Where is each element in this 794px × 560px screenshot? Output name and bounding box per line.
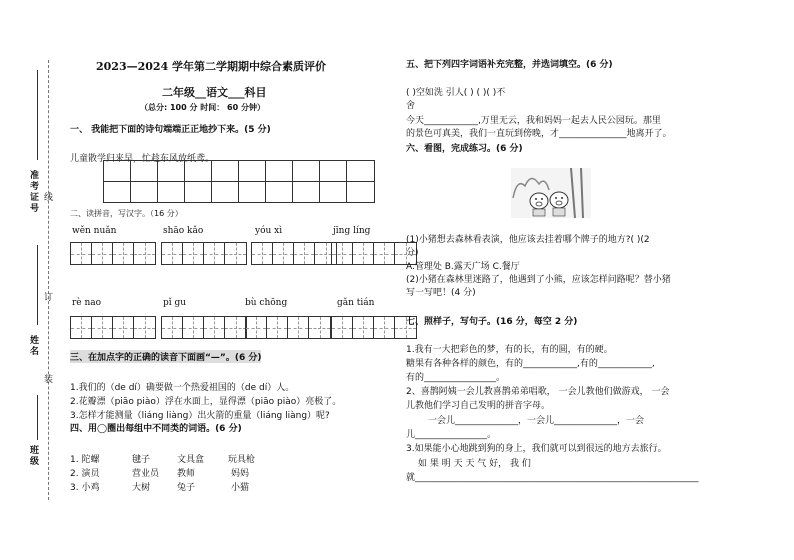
pig-forest-illustration xyxy=(511,168,591,218)
subject-line: 二年级__语文___科目 xyxy=(162,86,267,99)
bind-char: 装 xyxy=(44,375,54,385)
q5-title: 五、把下列四字词语补充完整，并选词填空。(6 分) xyxy=(406,60,613,70)
q7-title: 七、照样子，写句子。(16 分，每空 2 分) xyxy=(406,317,578,327)
q3-line-1: 1.我们的（de dí）确要做一个热爱祖国的（de dí）人。 xyxy=(70,383,295,393)
order-char: 订 xyxy=(44,293,54,303)
q4-r2c1: 2. 演员 xyxy=(70,469,100,479)
tian-grid-1[interactable] xyxy=(70,242,156,265)
q4-r1c4: 玩具枪 xyxy=(228,455,256,465)
pinyin-1: wěn nuǎn xyxy=(72,226,117,236)
copy-grid-row2 xyxy=(103,181,375,203)
q4-r3c4: 小猫 xyxy=(231,483,250,493)
pinyin-5: rè nao xyxy=(72,298,102,308)
tian-grid-8[interactable] xyxy=(331,316,417,339)
q4-r3c2: 大树 xyxy=(132,483,151,493)
q7-line-8: 3.如果能小心地跳到狗的身上，我们就可以到很远的地方去旅行。 xyxy=(406,444,667,454)
pinyin-2: shāo kǎo xyxy=(163,226,204,236)
q4-r1c2: 毽子 xyxy=(132,455,151,465)
tian-grid-7[interactable] xyxy=(245,316,331,339)
q1-poem: 儿童散学归来早，忙趁东风放纸鸢。 xyxy=(70,154,215,164)
q1-title: 一、 我能把下面的诗句端端正正地抄下来。(5 分) xyxy=(70,125,271,135)
tian-grid-6[interactable] xyxy=(161,316,247,339)
q7-line-9: 如 果 明 天 天 气 好， 我 们 xyxy=(418,459,531,469)
copy-grid-row1 xyxy=(103,160,375,182)
q5-sentence-2: 的景色可真美，我们一直玩到傍晚，才_______________地离开了。 xyxy=(406,129,672,139)
q4-r3c1: 3. 小鸡 xyxy=(70,483,100,493)
q4-r3c3: 兔子 xyxy=(177,483,196,493)
q4-r1c1: 1. 陀螺 xyxy=(70,455,100,465)
q3-title: 三、在加点字的正确的读音下面画“—”。(6 分) xyxy=(70,350,261,363)
q7-line-2: 糖果有各种各样的颜色，有的____________,有的____________, xyxy=(406,359,655,369)
name-label: 姓名 xyxy=(28,335,38,357)
tian-grid-4[interactable] xyxy=(331,242,417,265)
pinyin-4: jīng líng xyxy=(333,226,371,236)
q7-line-7: 儿________________。 xyxy=(406,430,497,440)
q6-question-2: (2)小猪在森林里迷路了，他遇到了小熊，应该怎样问路呢？替小猪 xyxy=(406,275,671,285)
q7-line-6: 一会儿______________，一会儿______________，一会 xyxy=(428,416,645,426)
q5-fill-line2: 舍 xyxy=(406,101,416,111)
q7-line-1: 1.我有一大把彩色的梦，有的长，有的圆，有的硬。 xyxy=(406,345,613,355)
class-underline xyxy=(37,395,38,440)
q7-line-5: 儿教他们学习自己发明的拼音字母。 xyxy=(406,401,551,411)
class-label: 班级 xyxy=(28,445,38,467)
line-char: 线 xyxy=(44,193,54,203)
q6-question-2b: 写一写吧！(4 分) xyxy=(406,288,476,298)
tian-grid-2[interactable] xyxy=(161,242,247,265)
q2-title: 二、读拼音，写汉字。（16 分） xyxy=(70,209,183,218)
tian-grid-5[interactable] xyxy=(70,316,156,339)
q6-title: 六、看图，完成练习。(6 分) xyxy=(406,144,523,154)
binding-dashed-line xyxy=(48,60,49,500)
q6-options: A.管理处 B.露天广场 C.餐厅 xyxy=(406,262,520,272)
q4-r2c4: 妈妈 xyxy=(231,469,250,479)
q4-r2c2: 营业员 xyxy=(132,469,160,479)
pinyin-6: pǐ gu xyxy=(163,298,187,308)
exam-number-label: 准考证号 xyxy=(28,170,38,214)
q4-r1c3: 文具盒 xyxy=(177,455,205,465)
q5-sentence-1: 今天____________,万里无云，我和妈妈一起去人民公园玩。那里 xyxy=(406,116,661,126)
q3-line-2: 2.花瓣漂（piāo piào）浮在水面上，显得漂（piāo piào）亮极了。 xyxy=(70,397,342,407)
q3-line-3: 3.怎样才能测量（liáng liàng）出火箭的重量（liáng liàng）呢? xyxy=(70,411,330,421)
q4-r2c3: 教师 xyxy=(177,469,196,479)
q6-question-1b: 分) xyxy=(406,248,419,258)
pinyin-8: gǎn tián xyxy=(337,298,375,308)
q7-line-3: 有的________________。 xyxy=(406,373,506,383)
q5-fill-line: ( )空如洗 引人( ) ( )( )不 xyxy=(406,88,506,98)
exam-title: 2023—2024 学年第二学期期中综合素质评价 xyxy=(96,60,327,73)
pinyin-3: yóu xì xyxy=(255,226,283,236)
q7-line-10: 就_______________________________________________________________ xyxy=(406,473,699,483)
q4-title: 四、用◯圈出每组中不同类的词语。(6 分) xyxy=(70,424,242,434)
pinyin-7: bù chōng xyxy=(245,298,288,308)
name-underline xyxy=(37,245,38,325)
q7-line-4: 2、喜鹊阿姨一会儿教喜鹊弟弟唱歌， 一会儿教他们做游戏， 一会 xyxy=(406,387,670,397)
exam-number-underline xyxy=(37,70,38,160)
tian-grid-3[interactable] xyxy=(251,242,337,265)
score-line: （总分: 100 分 时间： 60 分钟） xyxy=(140,103,265,112)
q6-question-1: (1)小猪想去森林看表演，他应该去挂着哪个牌子的地方?( )(2 xyxy=(406,235,650,245)
